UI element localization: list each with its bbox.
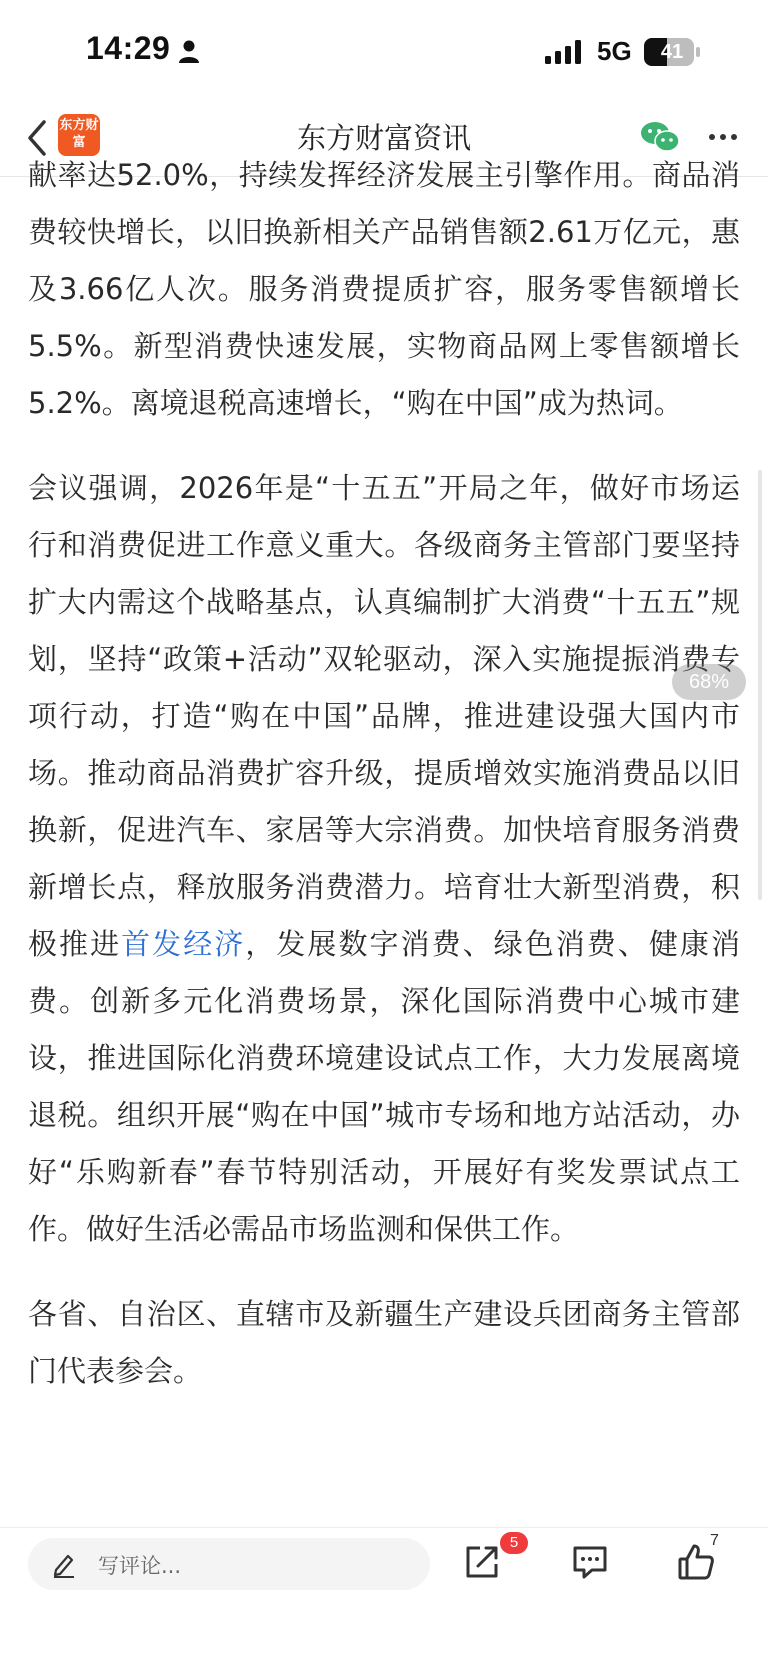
- article-body: [28, 158, 740, 1527]
- page-title: 东方财富资讯: [296, 121, 471, 155]
- paragraph-text: 会议强调，2026年是“十五五”开局之年，做好市场运行和消费促进工作意义重大。各级商务主管部门要坚持扩大内需这个战略基点，认真编制扩大消费“十五五”规划，坚持“政策+活动”双轮驱动，深入实施提振消费专项行动，打造“购在中国”品牌，推进建设强大国内市场。推动商品消费扩容升级，提质增效实施消费品以旧换新，促进汽车、家居等大宗消费。加快培育服务消费新增长点，释放服务消费潜力。培育壮大新型消费，积极推进: [28, 471, 740, 961]
- network-type: 5G: [597, 36, 632, 66]
- paragraph-text: ，发展数字消费、绿色消费、健康消费。创新多元化消费场景，深化国际消费中心城市建设，推进国际化消费环境建设试点工作，大力发展离境退税。组织开展“购在中国”城市专场和地方站活动，办好“乐购新春”春节特别活动，开展好有奖发票试点工作。做好生活必需品市场监测和保供工作。: [28, 927, 740, 1246]
- bottom-bar: [0, 1527, 768, 1666]
- zoom-badge: 68%: [672, 664, 746, 700]
- keyword-link[interactable]: 首发经济: [121, 927, 246, 961]
- article-paragraph: 献率达52.0%，持续发挥经济发展主引擎作用。商品消费较快增长，以旧换新相关产品销售额2.61万亿元，惠及3.66亿人次。服务消费提质扩容，服务零售额增长5.5%。新型消费快速发展，实物商品网上零售额增长5.2%。离境退税高速增长，“购在中国”成为热词。: [28, 158, 740, 420]
- comment-placeholder: 写评论...: [98, 1554, 182, 1578]
- share-icon[interactable]: [462, 1542, 502, 1582]
- app-logo: 东方财富: [58, 114, 100, 156]
- pen-icon: [50, 1550, 78, 1578]
- person-icon: [178, 40, 200, 64]
- article-paragraph: 各省、自治区、直辖市及新疆生产建设兵团商务主管部门代表参会。: [28, 1297, 740, 1388]
- article-paragraph: [28, 460, 740, 1258]
- share-count-badge: 5: [500, 1532, 528, 1554]
- status-time: 14:29: [86, 30, 171, 66]
- signal-icon: [545, 40, 585, 64]
- comment-input[interactable]: [28, 1538, 430, 1590]
- like-count: 7: [710, 1532, 719, 1549]
- status-bar: [0, 0, 768, 100]
- battery-level: 41: [660, 41, 684, 63]
- comment-icon[interactable]: [570, 1542, 610, 1582]
- scroll-thumb[interactable]: [758, 470, 762, 900]
